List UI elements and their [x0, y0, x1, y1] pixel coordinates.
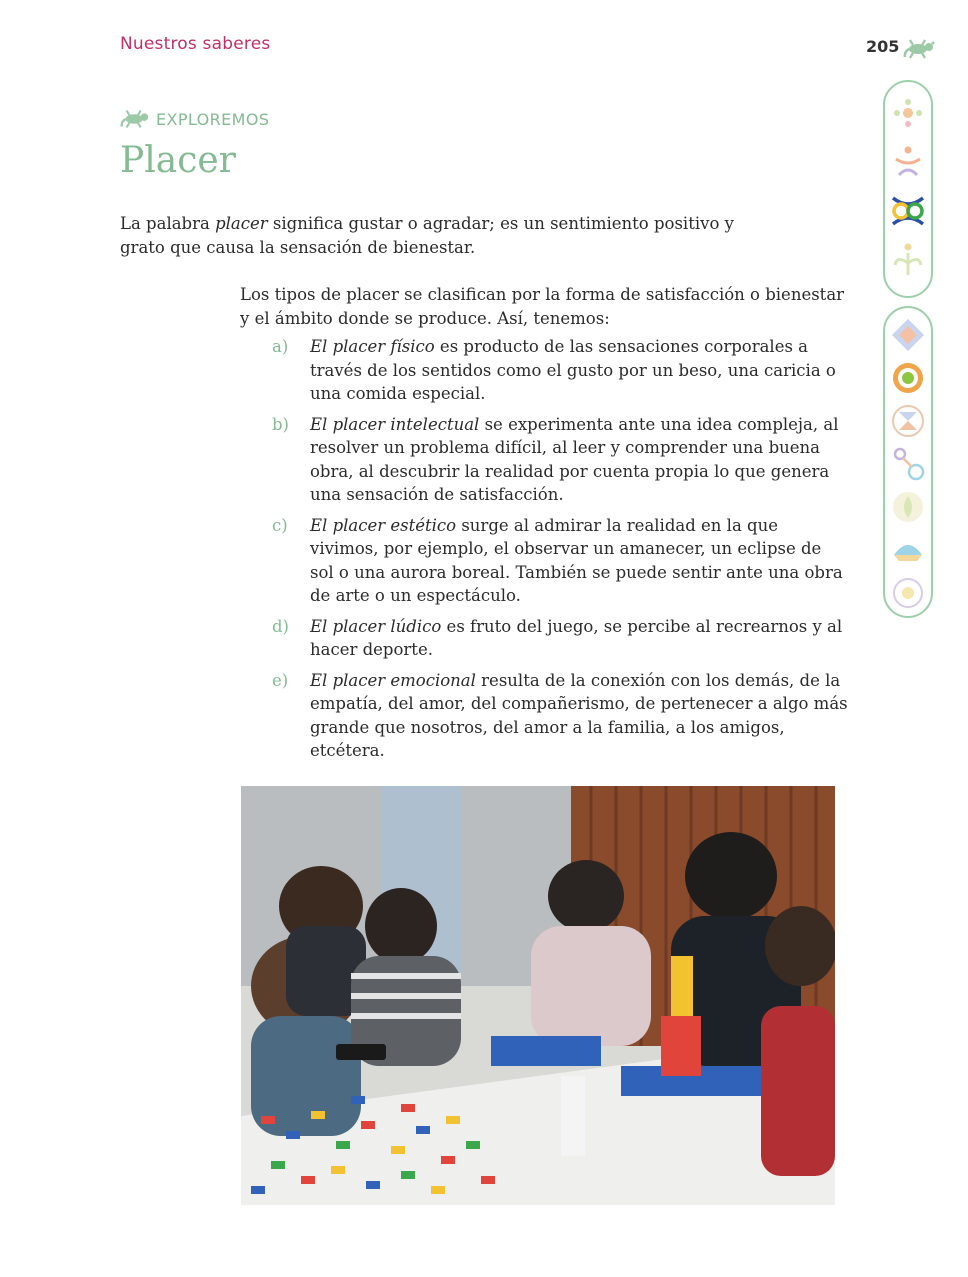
list-text [310, 413, 850, 507]
list-body: es fruto del juego, se percibe al recrearnos y al hacer deporte. [310, 616, 843, 659]
lizard-icon [120, 108, 152, 130]
figure-icon [889, 143, 927, 181]
list-item [240, 669, 850, 763]
list-text [310, 615, 850, 662]
lead-paragraph: Los tipos de placer se clasifican por la forma de satisfacción o bienestar y el ámbito donde se produce. Así, tenemos: [240, 285, 845, 328]
list-text [310, 335, 850, 406]
list-letter: d) [272, 616, 289, 636]
list-term: El placer intelectual [310, 414, 480, 434]
sun-circle-icon [889, 574, 927, 612]
sprout-icon [889, 241, 927, 279]
flower-dots-icon [889, 94, 927, 132]
list-item [240, 335, 850, 406]
list-body: surge al admirar la realidad en la que vivimos, por ejemplo, el observar un amanecer, un eclipse de sol o una aurora boreal. También se puede sentir ante una obra de arte o un espectáculo. [310, 515, 843, 605]
pleasure-types [240, 283, 850, 770]
intro-text: significa gustar o agradar; es un sentimiento positivo y grato que causa la sensación de bienestar. [120, 214, 734, 257]
section-label [120, 108, 269, 130]
list-item [240, 514, 850, 608]
list-term: El placer físico [310, 337, 435, 356]
list-text [310, 669, 850, 763]
side-tab-group-one [883, 80, 933, 298]
hourglass-square-icon [889, 402, 927, 440]
star-diamond-icon [889, 316, 927, 354]
intro-term: placer [215, 214, 268, 233]
dome-icon [889, 531, 927, 569]
list-text [310, 514, 850, 608]
list-term: El placer emocional [310, 670, 476, 690]
intro-text: La palabra [120, 214, 216, 233]
list-term: El placer estético [310, 515, 457, 535]
concentric-ring-icon [889, 359, 927, 397]
section-label-text: EXPLOREMOS [156, 109, 270, 129]
list-body: es producto de las sensaciones corporales a través de los sentidos como el gusto por un beso, una caricia o una comida especial. [310, 337, 836, 403]
lizard-icon [903, 38, 937, 60]
list-body: resulta de la conexión con los demás, de la empatía, del amor, del compañerismo, de pertenecer a algo más grande que nosotros, del amor a la familia, a los amigos, etcétera. [310, 670, 848, 760]
list-body: se experimenta ante una idea compleja, al resolver un problema difícil, al leer y comprender una buena obra, al descubrir la realidad por cuenta propia lo que genera una sensación de satisfacción. [310, 414, 839, 504]
running-head: Nuestros saberes [120, 34, 271, 54]
list-term: El placer lúdico [310, 616, 442, 636]
list-letter: e) [272, 670, 289, 690]
photo-children-building-blocks [241, 786, 835, 1205]
list-item [240, 615, 850, 662]
list-letter: a) [272, 337, 289, 356]
lotus-icon [889, 488, 927, 526]
chain-circles-icon [889, 445, 927, 483]
list-letter: c) [272, 515, 288, 535]
list-item [240, 413, 850, 507]
side-tab-group-two [883, 306, 933, 618]
list-letter: b) [272, 414, 289, 434]
linked-arcs-icon [889, 192, 927, 230]
intro-paragraph [120, 212, 740, 260]
photo-illustration [241, 786, 835, 1205]
page-number: 205 [866, 37, 900, 56]
page-title: Placer [120, 140, 236, 181]
